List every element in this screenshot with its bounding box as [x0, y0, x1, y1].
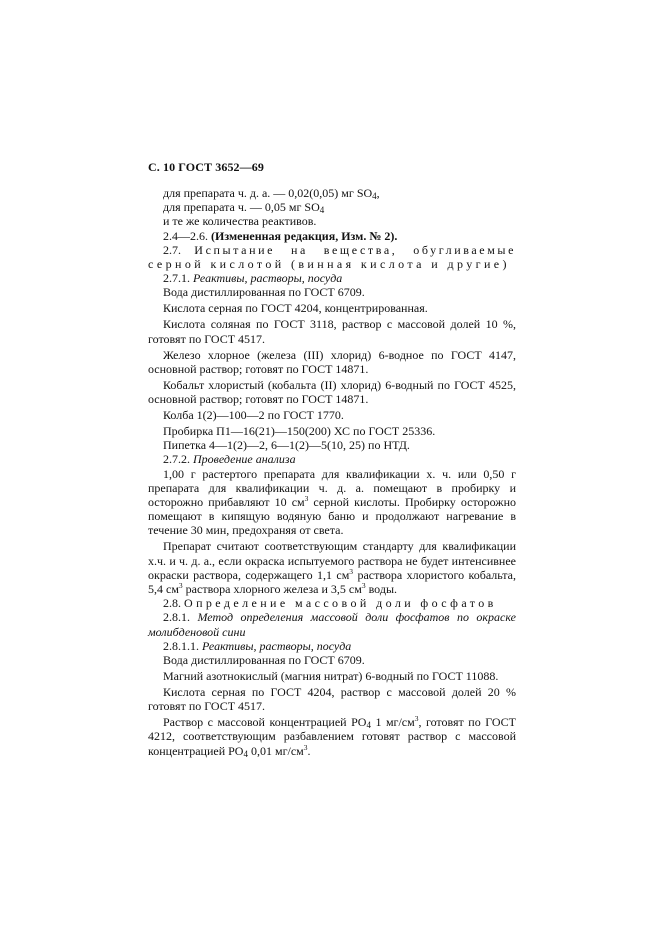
amendment-label: (Измененная редакция, Изм. № 2). [211, 228, 398, 243]
page-header: С. 10 ГОСТ 3652—69 [148, 160, 264, 174]
paragraph-magnesium-nitrate: Магний азотнокислый (магния нитрат) 6-водный по ГОСТ 11088. [163, 669, 499, 684]
section-heading-2-7-cont: серной кислотой (винная кислота и другие) [148, 257, 510, 272]
section-heading-2-7: 2.7. Испытание на вещества, обугливаемые [163, 242, 516, 257]
paragraph-sulfuric-acid: Кислота серная по ГОСТ 4204, концентрированная. [163, 301, 428, 316]
paragraph-same-reagents: и те же количества реактивов. [163, 214, 317, 229]
paragraph-sulfuric-acid-20: Кислота серная по ГОСТ 4204, раствор с массовой долей 20 % готовят по ГОСТ 4517. [148, 685, 516, 714]
section-heading-2-8: 2.8. Определение массовой доли фосфатов [163, 596, 497, 611]
paragraph-cobalt-chloride: Кобальт хлористый (кобальта (II) хлорид) 6-водный по ГОСТ 4525, основной раствор; готовят по ГОСТ 14871. [148, 377, 516, 407]
subsection-2-8-1: 2.8.1. Метод определения массовой доли фосфатов по окраске молибденовой сини [148, 610, 516, 639]
paragraph-water-2: Вода дистиллированная по ГОСТ 6709. [163, 653, 365, 668]
paragraph-so4-ch-d-a: для препарата ч. д. а. — 0,02(0,05) мг $SO_4$, [163, 186, 380, 201]
paragraph-so4-ch: для препарата ч. — 0,05 мг $SO_4$ [163, 200, 325, 216]
paragraph-hydrochloric-acid: Кислота соляная по ГОСТ 3118, раствор с массовой долей 10 %, готовят по ГОСТ 4517. [148, 317, 516, 346]
paragraph-iron-chloride: Железо хлорное (железа (III) хлорид) 6-водное по ГОСТ 4147, основной раствор; готовят по ГОСТ 14871. [148, 347, 516, 376]
subsection-2-7-1: 2.7.1. Реактивы, растворы, посуда [163, 271, 343, 286]
paragraph-pipette: Пипетка 4—1(2)—2, 6—1(2)—5(10, 25) по НТД. [163, 438, 410, 453]
paragraph-analysis-procedure: 1,00 г растертого препарата для квалификации х. ч. или 0,50 г препарата для квалификации ч. д. а. помещают в пробирку и осторожно прибавляют 10 $см^3$ серной кислоты. Пробирку осторожно помещают в кипящую водяную баню и продолжают нагревание в течение 30 мин, предохраняя от света. [148, 466, 516, 538]
paragraph-water: Вода дистиллированная по ГОСТ 6709. [163, 285, 365, 300]
paragraph-phosphate-solution: Раствор с массовой концентрацией $PO_4$ 1 $мг/см^3$, готовят по ГОСТ 4212, соответствующим разбавлением готовят раствор с массовой концентрацией $PO_4$ 0,01 $мг/см^3$. [148, 714, 516, 759]
paragraph-test-tube: Пробирка П1—16(21)—150(200) ХС по ГОСТ 25336. [163, 424, 436, 439]
paragraph-flask: Колба 1(2)—100—2 по ГОСТ 1770. [163, 408, 344, 423]
paragraph-amendment-note: 2.4—2.6. (Измененная редакция, Изм. № 2). [163, 228, 398, 243]
subsection-2-8-1-1: 2.8.1.1. Реактивы, растворы, посуда [163, 638, 352, 653]
subsection-2-7-2: 2.7.2. Проведение анализа [163, 452, 296, 467]
paragraph-acceptance-criteria: Препарат считают соответствующим стандарту для квалификации х.ч. и ч. д. а., если окраска испытуемого раствора не будет интенсивнее окраски раствора, содержащего 1,1 $см^3$ раствора хлористого кобальта, 5,4 $см^3$ раствора хлорного железа и 3,5 $см^3$ воды. [148, 539, 516, 597]
document-body [148, 186, 516, 758]
